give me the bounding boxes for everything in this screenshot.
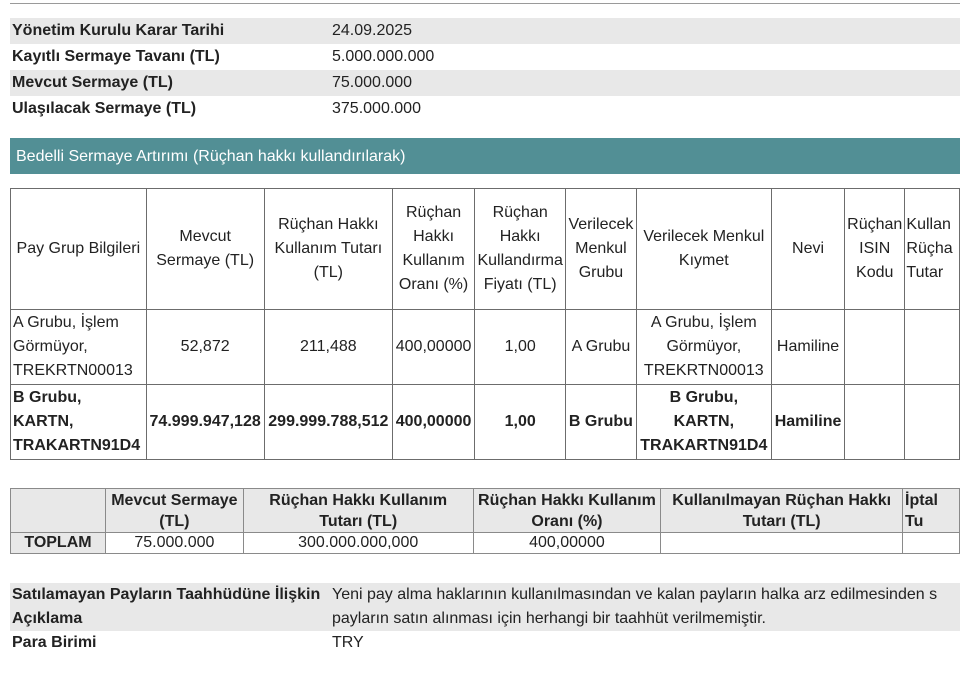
col-header-unused-rights: Kullan Rüçha Tutar	[905, 189, 960, 310]
cell-rights-price: 1,00	[475, 310, 566, 385]
cell-security: B Grubu, KARTN, TRAKARTN91D4	[636, 385, 771, 460]
note-line: Yeni pay alma haklarının kullanılmasından ve kalan payların halka arz edilmesinden s	[332, 586, 938, 603]
note-label: Para Birimi	[12, 634, 97, 651]
note-row-commitment	[10, 583, 960, 631]
col-header-security-group: Verilecek Menkul Grubu	[566, 189, 636, 310]
note-line: payların satın alınması için herhangi bir taahhüt verilmemiştir.	[332, 610, 766, 627]
note-line: TRY	[332, 634, 364, 651]
col-header-rights-price: Rüçhan Hakkı Kullandırma Fiyatı (TL)	[475, 189, 566, 310]
note-row-currency	[10, 631, 960, 655]
cell-rights-ratio: 400,00000	[393, 310, 475, 385]
cell-isin	[845, 310, 905, 385]
col-header-isin: Rüçhan ISIN Kodu	[845, 189, 905, 310]
totals-rights-amount: 300.000.000,000	[243, 533, 473, 554]
info-row-decision-date	[10, 18, 960, 44]
totals-table	[10, 488, 960, 554]
cell-rights-amount: 299.999.788,512	[264, 385, 392, 460]
info-value: 24.09.2025	[330, 18, 960, 44]
info-value: 5.000.000.000	[332, 48, 435, 65]
cell-share-group: A Grubu, İşlem Görmüyor, TREKRTN00013	[11, 310, 147, 385]
notes-table	[10, 583, 960, 655]
col-header-rights-amount: Rüçhan Hakkı Kullanım Tutarı (TL)	[264, 189, 392, 310]
cell-rights-amount: 211,488	[264, 310, 392, 385]
totals-header-current-capital: Mevcut Sermaye (TL)	[105, 489, 243, 533]
totals-header-empty	[11, 489, 106, 533]
rights-issue-table	[10, 188, 960, 460]
totals-row	[11, 533, 960, 554]
decision-info-table	[10, 18, 960, 122]
info-value: 375.000.000	[332, 100, 421, 117]
section-header: Bedelli Sermaye Artırımı (Rüçhan hakkı kullandırılarak)	[10, 138, 960, 174]
col-header-share-group: Pay Grup Bilgileri	[11, 189, 147, 310]
cell-security-group: A Grubu	[566, 310, 636, 385]
info-label: Kayıtlı Sermaye Tavanı (TL)	[12, 48, 220, 65]
table-row	[11, 385, 960, 460]
table-row	[11, 310, 960, 385]
totals-label: TOPLAM	[11, 533, 106, 554]
cell-unused-rights	[905, 310, 960, 385]
totals-unused-rights	[661, 533, 903, 554]
info-row-current-capital	[10, 70, 960, 96]
info-label: Yönetim Kurulu Karar Tarihi	[10, 18, 330, 44]
info-row-registered-capital-ceiling	[10, 44, 960, 70]
cell-type: Hamiline	[772, 310, 845, 385]
cell-security-group: B Grubu	[566, 385, 636, 460]
table-header-row	[11, 189, 960, 310]
info-row-target-capital	[10, 96, 960, 122]
cell-unused-rights	[905, 385, 960, 460]
col-header-security: Verilecek Menkul Kıymet	[636, 189, 771, 310]
totals-header-rights-amount: Rüçhan Hakkı Kullanım Tutarı (TL)	[243, 489, 473, 533]
cell-rights-ratio: 400,00000	[393, 385, 475, 460]
totals-header-rights-ratio: Rüçhan Hakkı Kullanım Oranı (%)	[473, 489, 661, 533]
totals-header-unused-rights: Kullanılmayan Rüçhan Hakkı Tutarı (TL)	[661, 489, 903, 533]
totals-cancelled	[903, 533, 960, 554]
col-header-current-capital: Mevcut Sermaye (TL)	[146, 189, 264, 310]
cell-share-group: B Grubu, KARTN, TRAKARTN91D4	[11, 385, 147, 460]
cell-current-capital: 52,872	[146, 310, 264, 385]
col-header-rights-ratio: Rüçhan Hakkı Kullanım Oranı (%)	[393, 189, 475, 310]
col-header-type: Nevi	[772, 189, 845, 310]
cell-security: A Grubu, İşlem Görmüyor, TREKRTN00013	[636, 310, 771, 385]
cell-type: Hamiline	[772, 385, 845, 460]
note-value	[330, 631, 960, 655]
note-label: Satılamayan Payların Taahhüdüne İlişkin Açıklama	[10, 583, 330, 631]
info-label: Mevcut Sermaye (TL)	[10, 70, 330, 96]
info-label: Ulaşılacak Sermaye (TL)	[12, 100, 197, 117]
cell-rights-price: 1,00	[475, 385, 566, 460]
totals-header-row	[11, 489, 960, 533]
top-divider	[10, 3, 960, 4]
totals-header-cancelled: İptal Tu	[903, 489, 960, 533]
totals-current-capital: 75.000.000	[105, 533, 243, 554]
totals-rights-ratio: 400,00000	[473, 533, 661, 554]
info-value: 75.000.000	[330, 70, 960, 96]
cell-isin	[845, 385, 905, 460]
note-value	[330, 583, 960, 631]
cell-current-capital: 74.999.947,128	[146, 385, 264, 460]
